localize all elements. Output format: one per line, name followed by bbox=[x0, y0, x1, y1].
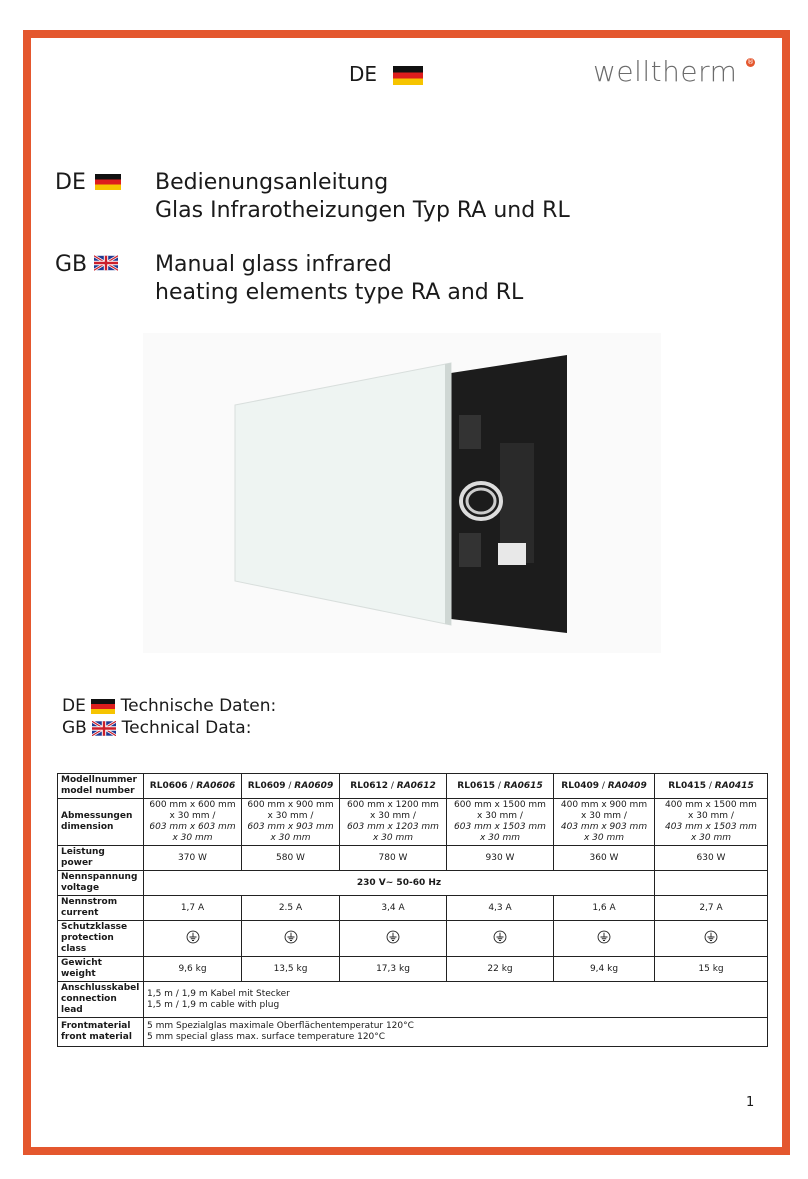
registered-mark-icon: ® bbox=[747, 58, 754, 66]
title-gb-line1: Manual glass infrared bbox=[155, 252, 392, 277]
table-row bbox=[58, 799, 768, 846]
panel-front bbox=[235, 363, 451, 625]
uk-flag-icon bbox=[92, 721, 116, 736]
protective-earth-icon bbox=[597, 930, 611, 944]
model-cell: RL0415 / RA0415 bbox=[655, 774, 768, 799]
dimension-cell: 600 mm x 600 mm x 30 mm / 603 mm x 603 mm x 30 mm bbox=[144, 799, 242, 846]
weight-cell: 9,4 kg bbox=[554, 957, 655, 982]
subtitle-de-text: Technische Daten: bbox=[120, 696, 277, 716]
title-gb-line2: heating elements type RA and RL bbox=[155, 280, 524, 305]
subtitle-de-code: DE bbox=[62, 696, 86, 716]
current-cell: 1,6 A bbox=[554, 896, 655, 921]
protective-earth-icon bbox=[493, 930, 507, 944]
subtitle-de bbox=[62, 696, 276, 716]
subtitle-gb-text: Technical Data: bbox=[121, 718, 252, 738]
model-cell: RL0615 / RA0615 bbox=[447, 774, 554, 799]
dimension-cell: 600 mm x 1500 mm x 30 mm / 603 mm x 1503 mm x 30 mm bbox=[447, 799, 554, 846]
weight-cell: 17,3 kg bbox=[340, 957, 447, 982]
brand-logo: welltherm bbox=[593, 55, 738, 88]
table-row bbox=[58, 982, 768, 1018]
title-de-line2: Glas Infrarotheizungen Typ RA und RL bbox=[155, 198, 570, 223]
dimension-cell: 400 mm x 1500 mm x 30 mm / 403 mm x 1503 mm x 30 mm bbox=[655, 799, 768, 846]
current-cell: 4,3 A bbox=[447, 896, 554, 921]
protection-class-cell bbox=[340, 921, 447, 957]
front-material-cell: 5 mm Spezialglas maximale Oberflächentemperatur 120°C 5 mm special glass max. surface temperature 120°C bbox=[144, 1018, 768, 1047]
protection-class-cell bbox=[242, 921, 340, 957]
protective-earth-icon bbox=[186, 930, 200, 944]
power-cell: 360 W bbox=[554, 846, 655, 871]
power-cell: 580 W bbox=[242, 846, 340, 871]
connection-lead-cell: 1,5 m / 1,9 m Kabel mit Stecker 1,5 m / 1,9 m cable with plug bbox=[144, 982, 768, 1018]
power-cell: 780 W bbox=[340, 846, 447, 871]
model-cell: RL0409 / RA0409 bbox=[554, 774, 655, 799]
title-gb-code: GB bbox=[55, 252, 88, 277]
protective-earth-icon bbox=[386, 930, 400, 944]
row-label: Modellnummer model number bbox=[58, 774, 144, 799]
subtitle-gb bbox=[62, 718, 251, 738]
german-flag-icon bbox=[91, 699, 115, 714]
header-language-code: DE bbox=[349, 62, 378, 86]
row-label: Leistung power bbox=[58, 846, 144, 871]
protection-class-cell bbox=[554, 921, 655, 957]
dimension-cell: 600 mm x 900 mm x 30 mm / 603 mm x 903 mm x 30 mm bbox=[242, 799, 340, 846]
weight-cell: 9,6 kg bbox=[144, 957, 242, 982]
row-label: Nennstrom current bbox=[58, 896, 144, 921]
weight-cell: 15 kg bbox=[655, 957, 768, 982]
current-cell: 2,7 A bbox=[655, 896, 768, 921]
table-row bbox=[58, 774, 768, 799]
page-number: 1 bbox=[746, 1095, 755, 1110]
german-flag-icon bbox=[393, 66, 423, 85]
power-cell: 370 W bbox=[144, 846, 242, 871]
weight-cell: 13,5 kg bbox=[242, 957, 340, 982]
current-cell: 2.5 A bbox=[242, 896, 340, 921]
technical-data-table bbox=[57, 773, 768, 1047]
row-label: Anschlusskabel connection lead bbox=[58, 982, 144, 1018]
dimension-cell: 600 mm x 1200 mm x 30 mm / 603 mm x 1203 mm x 30 mm bbox=[340, 799, 447, 846]
row-label: Abmessungen dimension bbox=[58, 799, 144, 846]
protection-class-cell bbox=[655, 921, 768, 957]
model-cell: RL0612 / RA0612 bbox=[340, 774, 447, 799]
protection-class-cell bbox=[144, 921, 242, 957]
title-de-line1: Bedienungsanleitung bbox=[155, 170, 389, 195]
dimension-cell: 400 mm x 900 mm x 30 mm / 403 mm x 903 mm x 30 mm bbox=[554, 799, 655, 846]
product-photo bbox=[143, 333, 661, 653]
row-label: Nennspannung voltage bbox=[58, 871, 144, 896]
row-label: Schutzklasse protection class bbox=[58, 921, 144, 957]
uk-flag-icon bbox=[94, 255, 118, 271]
row-label: Gewicht weight bbox=[58, 957, 144, 982]
protective-earth-icon bbox=[704, 930, 718, 944]
subtitle-gb-code: GB bbox=[62, 718, 87, 738]
model-cell: RL0606 / RA0606 bbox=[144, 774, 242, 799]
table-row bbox=[58, 896, 768, 921]
table-row bbox=[58, 921, 768, 957]
power-cell: 630 W bbox=[655, 846, 768, 871]
current-cell: 3,4 A bbox=[340, 896, 447, 921]
protective-earth-icon bbox=[284, 930, 298, 944]
current-cell: 1,7 A bbox=[144, 896, 242, 921]
row-label: Frontmaterial front material bbox=[58, 1018, 144, 1047]
table-row bbox=[58, 871, 768, 896]
title-de-code: DE bbox=[55, 170, 86, 195]
protection-class-cell bbox=[447, 921, 554, 957]
empty-cell bbox=[655, 871, 768, 896]
voltage-cell: 230 V~ 50-60 Hz bbox=[144, 871, 655, 896]
table-row bbox=[58, 1018, 768, 1047]
power-cell: 930 W bbox=[447, 846, 554, 871]
table-row bbox=[58, 957, 768, 982]
german-flag-icon bbox=[95, 174, 121, 190]
table-row bbox=[58, 846, 768, 871]
weight-cell: 22 kg bbox=[447, 957, 554, 982]
model-cell: RL0609 / RA0609 bbox=[242, 774, 340, 799]
